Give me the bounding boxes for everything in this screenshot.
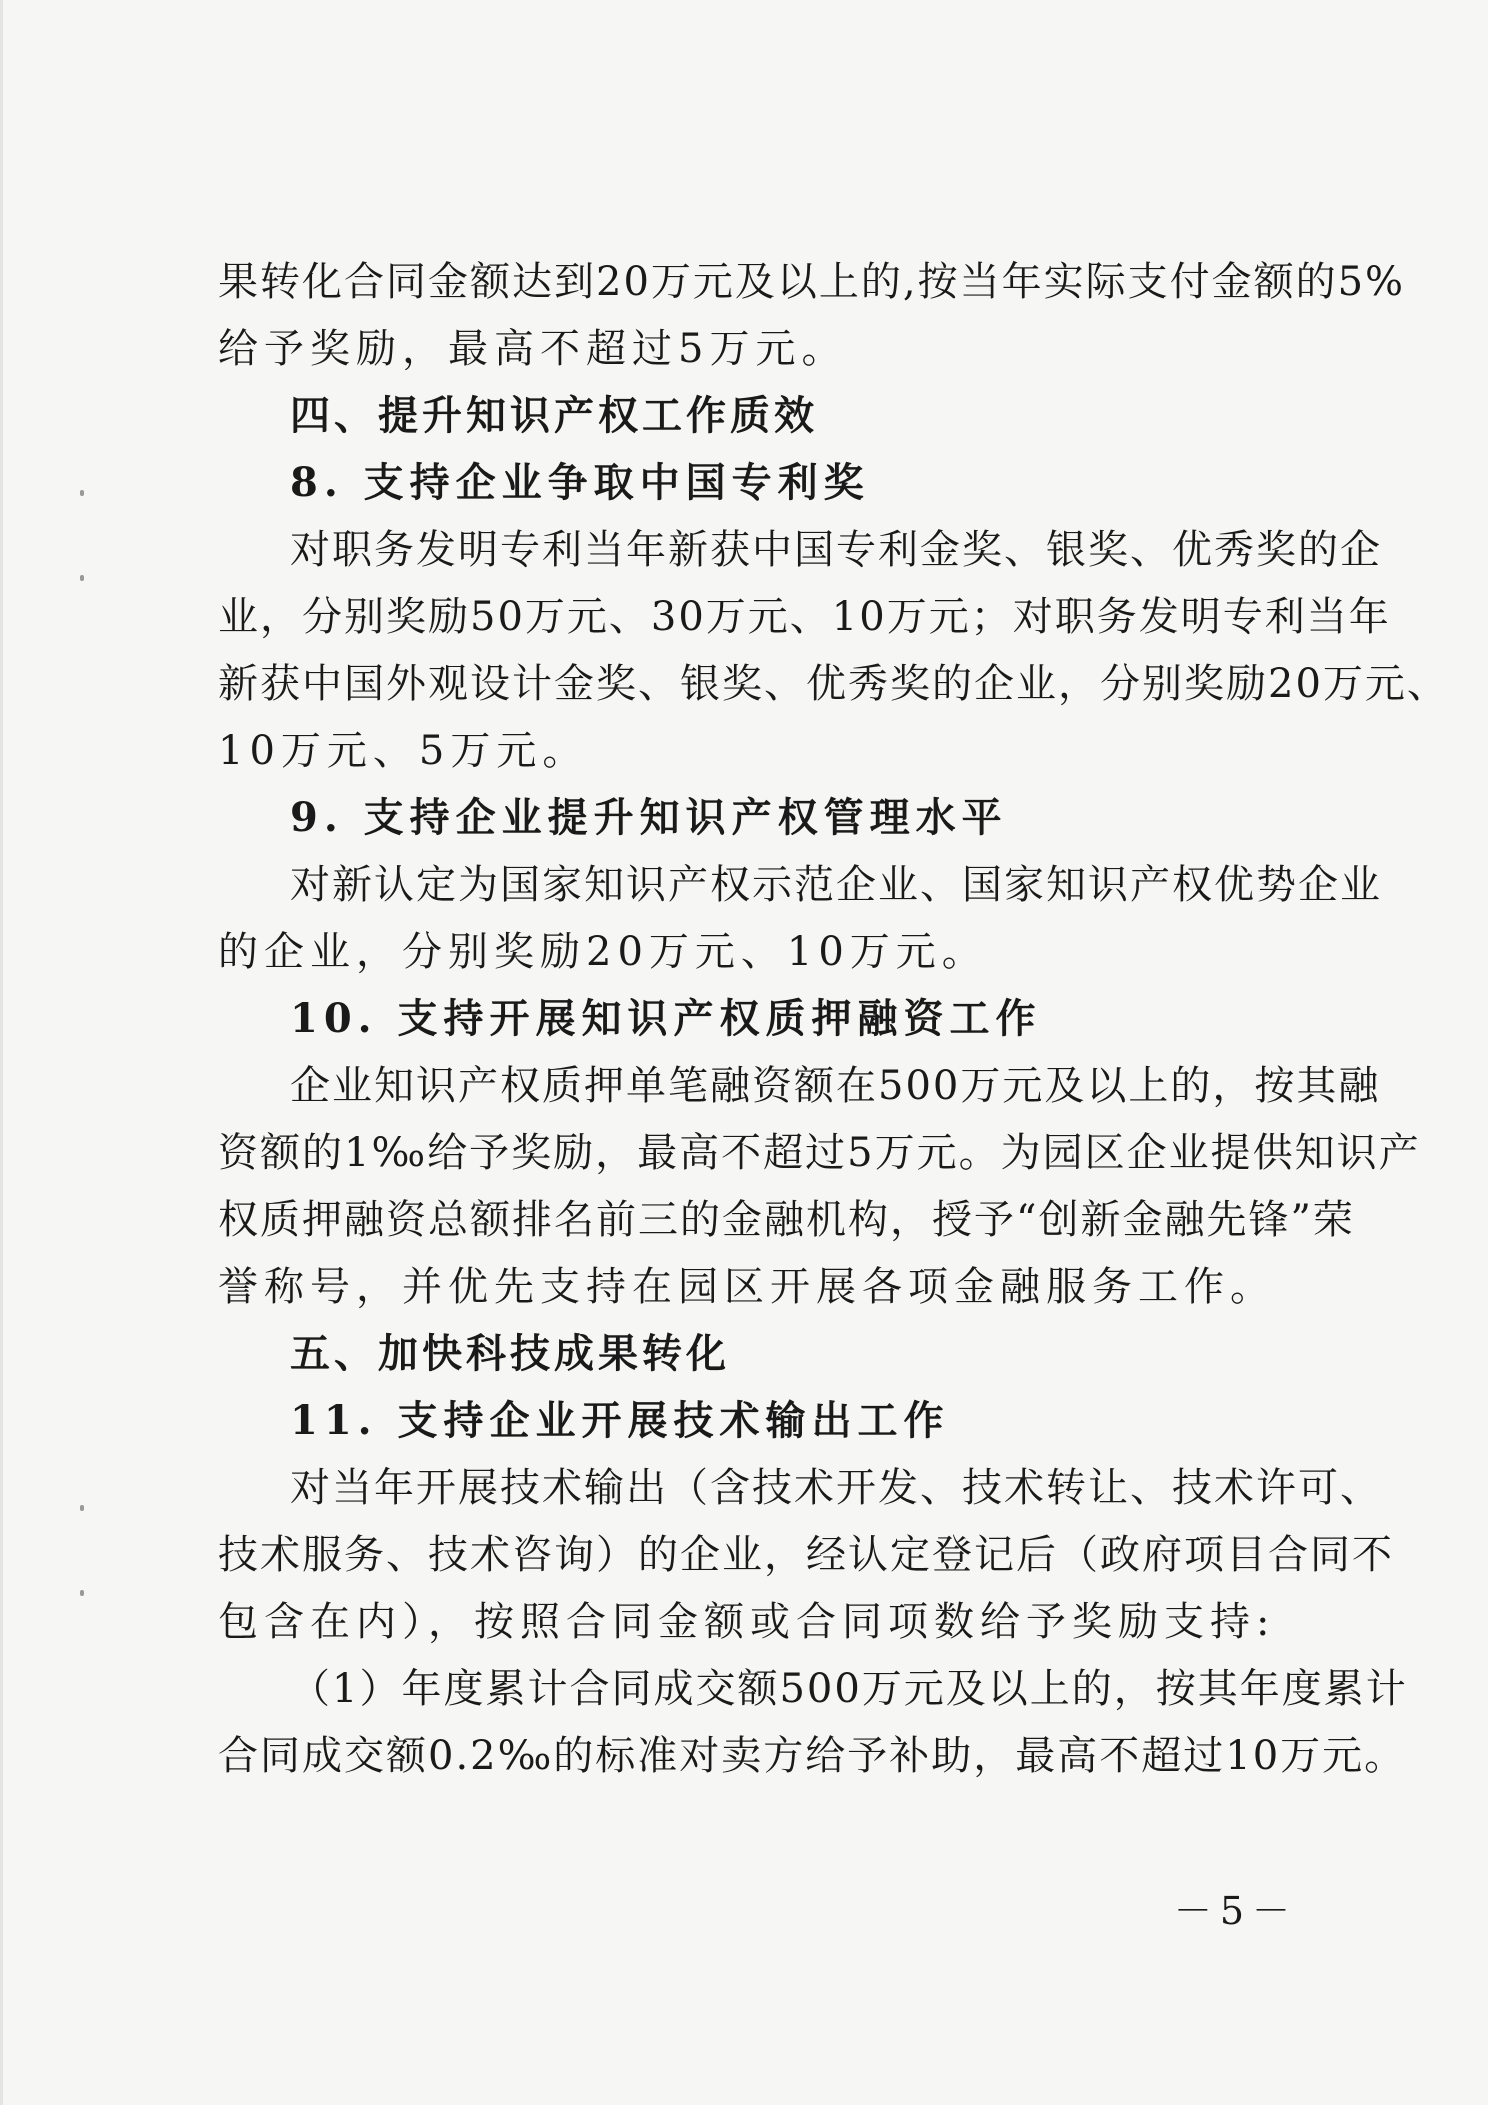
item-heading: 11. 支持企业开展技术输出工作 — [290, 1397, 950, 1444]
page-number: －5－ — [1173, 1889, 1298, 1933]
paragraph-line: 誉称号，并优先支持在园区开展各项金融服务工作。 — [218, 1264, 1276, 1310]
paragraph-line: 对职务发明专利当年新获中国专利金奖、银奖、优秀奖的企 — [290, 527, 1382, 573]
paragraph-line: 新获中国外观设计金奖、银奖、优秀奖的企业，分别奖励20万元、 — [218, 661, 1449, 707]
paragraph-line: 果转化合同金额达到20万元及以上的,按当年实际支付金额的5% — [218, 259, 1406, 305]
paragraph-line: 业，分别奖励50万元、30万元、10万元；对职务发明专利当年 — [218, 594, 1391, 640]
scan-edge — [0, 0, 3, 2105]
section-heading: 四、提升知识产权工作质效 — [290, 393, 818, 439]
item-heading: 9. 支持企业提升知识产权管理水平 — [290, 794, 1008, 841]
paragraph-line: 合同成交额0.2‰的标准对卖方给予补助，最高不超过10万元。 — [218, 1733, 1407, 1779]
paragraph-line: 10万元、5万元。 — [218, 728, 589, 774]
paragraph-line: 对当年开展技术输出（含技术开发、技术转让、技术许可、 — [290, 1465, 1382, 1511]
paragraph-line: 技术服务、技术咨询）的企业，经认定登记后（政府项目合同不 — [218, 1532, 1394, 1578]
scan-speck — [80, 1505, 84, 1511]
paragraph-line: （1）年度累计合同成交额500万元及以上的，按其年度累计 — [290, 1666, 1408, 1712]
item-heading: 8. 支持企业争取中国专利奖 — [290, 459, 870, 506]
paragraph-line: 的企业，分别奖励20万元、10万元。 — [218, 929, 988, 975]
paragraph-line: 企业知识产权质押单笔融资额在500万元及以上的，按其融 — [290, 1063, 1381, 1109]
paragraph-line: 给予奖励，最高不超过5万元。 — [218, 326, 848, 372]
paragraph-line: 对新认定为国家知识产权示范企业、国家知识产权优势企业 — [290, 862, 1382, 908]
paragraph-line: 权质押融资总额排名前三的金融机构，授予“创新金融先锋”荣 — [218, 1197, 1355, 1243]
paragraph-line: 资额的1‰给予奖励，最高不超过5万元。为园区企业提供知识产 — [218, 1130, 1421, 1176]
scan-speck — [80, 490, 84, 496]
scan-speck — [80, 575, 84, 581]
section-heading: 五、加快科技成果转化 — [290, 1331, 730, 1377]
paragraph-line: 包含在内），按照合同金额或合同项数给予奖励支持: — [218, 1599, 1276, 1645]
item-heading: 10. 支持开展知识产权质押融资工作 — [290, 995, 1042, 1042]
scan-speck — [80, 1590, 84, 1596]
